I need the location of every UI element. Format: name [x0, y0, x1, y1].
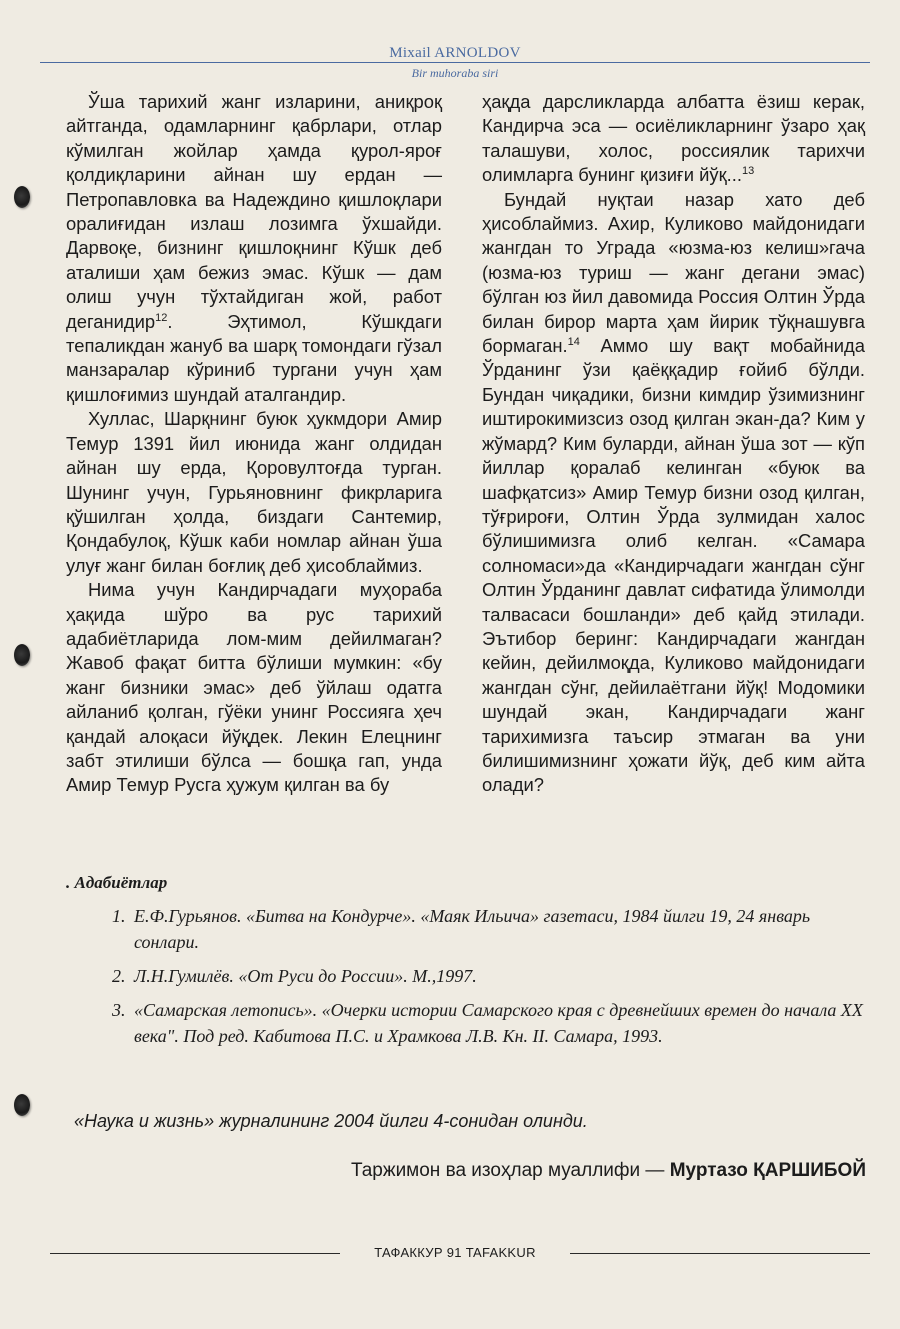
- source-note: «Наука и жизнь» журналининг 2004 йилги 4-сонидан олинди.: [74, 1111, 588, 1131]
- translator-prefix: Таржимон ва изоҳлар муаллифи —: [350, 1160, 670, 1181]
- footer-rule-right: [570, 1253, 870, 1254]
- references-section: [60, 873, 870, 1057]
- right-p1-text: ҳақда дарсликларда албатта ёзиш керак, Кандирча эса — осиёликларнинг ўзаро ҳақ талашуви, холос, россиялик тарихчи олимларга бунинг қизиғи йўқ...: [482, 91, 865, 186]
- right-p2-tail: Аммо шу вақт мобайнида Ўрданинг ўзи қаёққадир ғойиб бўлди. Бундан чиқадики, бизни кимдир ўзимизнинг иштирокимизсиз озод қилган экан-да? Ким у жўмард? Ким буларди, айнан ўша зот — кўп йиллар қоралаб келинган «буюк ва шафқатсиз» Амир Темур бизни озод қилган, тўғрироғи, Олтин Ўрда зулмидан халос бўлишимизга олиб келган. «Самара солномаси»да «Кандирчадаги жангдан сўнг Олтин Ўрданинг давлат сифатида ўлимолди талвасаси бошланди» деб қайд этилади. Эътибор беринг: Кандирчадаги жангдан кейин, дейилмоқда, Куликово майдонидаги жангдан сўнг, дейилаётгани йўқ! Модомики шундай экан, Кандирчадаги жанг тарихимизга таъсир этмаган ва уни билишимизнинг ҳожати йўқ, деб ким айта олади?: [482, 335, 865, 796]
- left-p1-text: Ўша тарихий жанг изларини, аниқроқ айтганда, одамларнинг қабрлари, отлар кўмилган жойлар ҳамда қурол-яроғ қолдиқларини айнан шу ердан — Петропавловка ва Надеждино қишлоқлари оралиғидан излаш лозимга ўхшайди. Дарвоқе, бизнинг қишлоқнинг Кўшк деб аталиши ҳам бежиз эмас. Кўшк — дам олиш учун тўхтайдиган жой, работ деганидир: [66, 91, 442, 332]
- footnote-ref-12: 12: [155, 311, 168, 324]
- references-title: . Адабиётлар: [66, 873, 168, 892]
- references-title-text: Адабиётлар: [74, 873, 168, 892]
- translator-credit: [180, 1160, 866, 1182]
- header-subtitle: Bir muhoraba siri: [411, 66, 499, 80]
- footnote-ref-13: 13: [741, 165, 755, 178]
- binder-hole-top: [14, 186, 30, 208]
- left-paragraph-3: Нима учун Кандирчадаги муҳораба ҳақида шўро ва рус тарихий адабиётларида лом-мим дейилмаган? Жавоб фақат битта бўлиши мумкин: «бу жанг бизники эмас» деб ўйлаш одатга айланиб қолган, гўёки унинг Россияга ҳеч қандай алоқаси йўқдек. Лекин Елецнинг забт этилиши бўлса — бошқа гап, унда Амир Темур Русга ҳужум қилган ва бу: [66, 579, 442, 796]
- binder-hole-bottom: [14, 1094, 30, 1116]
- reference-item: 3. «Самарская летопись». «Очерки истории Самарского края с древнейших времен до начала XX века". Под ред. Кабитова П.С. и Храмкова Л.В. Кн. II. Самара, 1993.: [130, 997, 870, 1049]
- reference-item: 2. Л.Н.Гумилёв. «От Руси до России». М.,1997.: [130, 963, 870, 989]
- footer-page-label: ТАФАККУР 91 TAFAKKUR: [374, 1245, 536, 1260]
- right-paragraph-2: [482, 188, 865, 798]
- binder-hole-middle: [14, 644, 30, 666]
- left-paragraph-2: Хуллас, Шарқнинг буюк ҳукмдори Амир Темур 1391 йил июнида жанг олдидан айнан шу ерда, Қоровултоғда турган. Шунинг учун, Гурьяновнинг фикрларига қўшилган ҳолда, биздаги Сантемир, Қондабулоқ, Кўшк каби номлар айнан ўша улуғ жанг билан боғлиқ деб ҳисоблаймиз.: [66, 408, 442, 576]
- translator-name: Муртазо ҚАРШИБОЙ: [669, 1160, 866, 1181]
- right-p2-text: Бундай нуқтаи назар хато деб ҳисоблаймиз. Ахир, Куликово майдонидаги жангдан то Уграда «юзма-юз келиш»гача (юзма-юз туриш — жанг дегани эмас) бўлган юз йил давомида Россия Олтин Ўрда билан бирор марта ҳам йирик тўқнашувга бормаган.: [482, 188, 865, 357]
- left-p1-tail: . Эҳтимол, Кўшкдаги тепаликдан жануб ва шарқ томондаги гўзал манзаралар кўриниб тургани учун ҳам қишлоғимиз шундай аталгандир.: [66, 310, 442, 405]
- right-column: [482, 90, 865, 798]
- references-list: [60, 903, 870, 1049]
- running-header: [40, 40, 870, 90]
- left-column: [66, 90, 442, 798]
- header-rule: [40, 62, 870, 63]
- reference-item: 1. Е.Ф.Гурьянов. «Битва на Кондурче». «Маяк Ильича» газетаси, 1984 йилги 19, 24 январь сонлари.: [130, 903, 870, 955]
- page-footer: [40, 1243, 870, 1263]
- footer-rule-left: [50, 1253, 340, 1254]
- footnote-ref-14: 14: [567, 335, 580, 348]
- left-paragraph-1: [66, 90, 442, 407]
- header-author: Mixail ARNOLDOV: [389, 45, 521, 61]
- right-paragraph-1: [482, 90, 865, 188]
